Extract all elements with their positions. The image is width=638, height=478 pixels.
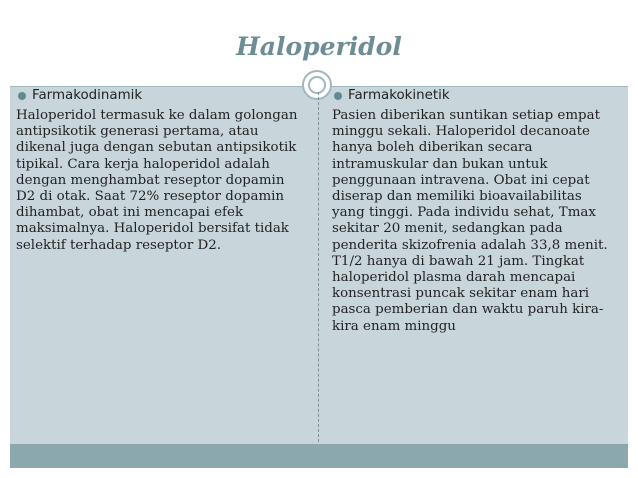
slide-title: Haloperidol xyxy=(236,32,402,61)
circle-ornament-icon xyxy=(302,70,332,100)
right-column-heading xyxy=(332,88,612,104)
column-divider xyxy=(318,92,319,442)
left-column xyxy=(16,88,300,254)
left-column-heading xyxy=(16,88,300,104)
left-heading-text: Farmakodinamik xyxy=(32,88,143,103)
bullet-icon xyxy=(334,92,342,100)
bottom-band xyxy=(10,444,628,468)
bullet-icon xyxy=(18,92,26,100)
left-column-body: Haloperidol termasuk ke dalam golongan antipsikotik generasi pertama, atau dikenal juga dengan sebutan antipsikotik tipikal. Cara kerja haloperidol adalah dengan menghambat reseptor dopamin D2 di otak. Saat 72% reseptor dopamin dihambat, obat ini mencapai efek maksimalnya. Haloperidol bersifat tidak selektif terhadap reseptor D2. xyxy=(16,108,298,253)
right-column-body: Pasien diberikan suntikan setiap empat minggu sekali. Haloperidol decanoate hanya boleh diberikan secara intramuskular dan bukan untuk penggunaan intravena. Obat ini cepat diserap dan memiliki bioavailabilitas yang tinggi. Pada individu sehat, Tmax sekitar 20 menit, sedangkan pada penderita skizofrenia adalah 33,8 menit. T1/2 hanya di bawah 21 jam. Tingkat haloperidol plasma darah mencapai konsentrasi puncak sekitar enam hari pasca pemberian dan waktu paruh kira-kira enam minggu xyxy=(332,108,608,334)
inner-circle-icon xyxy=(308,76,326,94)
right-heading-text: Farmakokinetik xyxy=(348,88,450,103)
right-column xyxy=(332,88,612,335)
